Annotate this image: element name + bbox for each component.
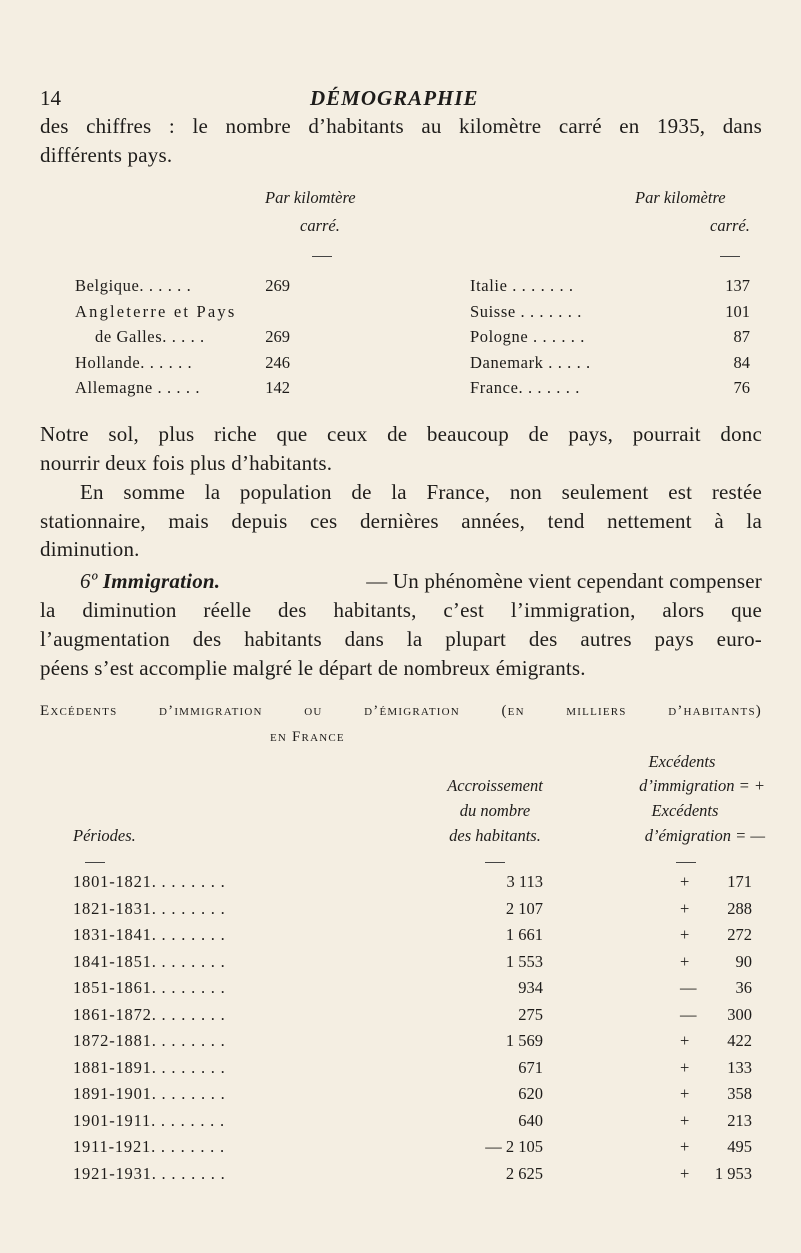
col-growth-header: des habitants. — [449, 826, 541, 845]
period: 1831-1841. . . . . . . . — [73, 925, 226, 944]
period: 1841-1851. . . . . . . . — [73, 951, 226, 971]
excess-value: 358 — [727, 1084, 752, 1103]
density-value: 142 — [265, 378, 290, 397]
excess-value: 90 — [735, 951, 752, 971]
col-growth-header: du nombre — [459, 801, 531, 820]
country-name: Hollande. . . . . . — [75, 352, 193, 372]
excess-sign: + — [680, 1163, 690, 1183]
paragraph-line: En somme la population de la France, non seulement est restée — [80, 480, 762, 504]
excess-value: 36 — [735, 978, 752, 997]
table-title: Excédents d’immigration ou d’émigration (en milliers d’habitants) — [40, 703, 762, 719]
density-left-header: Par kilomtère — [265, 188, 356, 207]
density-value: 246 — [265, 352, 290, 372]
section-heading — [80, 569, 220, 594]
excess-sign: + — [680, 1031, 690, 1050]
period: 1911-1921. . . . . . . . — [73, 1137, 225, 1156]
country-name: de Galles. . . . . — [95, 327, 205, 346]
growth-value: 671 — [518, 1057, 543, 1077]
section-text: — Un phénomène vient cependant compenser — [366, 569, 762, 593]
excess-value: 1 953 — [714, 1163, 752, 1183]
col-growth-header: Accroissement — [447, 776, 543, 795]
country-name: Suisse . . . . . . . — [470, 301, 582, 321]
growth-value: — 2 105 — [485, 1137, 543, 1156]
growth-value: 620 — [518, 1084, 543, 1103]
country-name: Pologne . . . . . . — [470, 327, 585, 346]
growth-value: 275 — [518, 1004, 543, 1024]
country-name: Angleterre et Pays — [75, 301, 237, 321]
country-name: Danemark . . . . . — [470, 352, 591, 372]
growth-value: 1 553 — [505, 951, 543, 971]
density-value: 84 — [733, 352, 750, 372]
excess-value: 272 — [727, 925, 752, 944]
excess-value: 422 — [727, 1031, 752, 1050]
col-excess-header: d’immigration = + — [639, 776, 765, 795]
col-excess-header: Excédents — [651, 801, 719, 820]
density-right-header: Par kilomètre — [635, 188, 726, 207]
excess-sign: + — [680, 898, 690, 918]
intro-line: des chiffres : le nombre d’habitants au kilomètre carré en 1935, dans — [40, 114, 762, 138]
growth-value: 2 625 — [505, 1163, 543, 1183]
period: 1861-1872. . . . . . . . — [73, 1004, 226, 1024]
growth-value: 640 — [518, 1110, 543, 1130]
excess-value: 300 — [727, 1004, 752, 1024]
section-line: l’augmentation des habitants dans la plupart des autres pays euro- — [40, 627, 762, 651]
excess-value: 288 — [727, 898, 752, 918]
col-excess-header: Excédents — [648, 752, 716, 771]
excess-sign: + — [680, 1137, 690, 1156]
excess-sign: + — [680, 872, 690, 891]
density-left-header: carré. — [300, 216, 340, 235]
density-value: 101 — [725, 301, 750, 321]
density-value: 87 — [733, 327, 750, 346]
divider — [676, 862, 696, 863]
excess-sign: + — [680, 1110, 690, 1130]
period: 1881-1891. . . . . . . . — [73, 1057, 226, 1077]
paragraph-line: nourrir deux fois plus d’habitants. — [40, 451, 333, 475]
paragraph-line: Notre sol, plus riche que ceux de beaucoup de pays, pourrait donc — [40, 422, 762, 446]
density-right-header: carré. — [710, 216, 750, 235]
divider — [85, 862, 105, 863]
excess-sign: + — [680, 1084, 690, 1103]
excess-sign: + — [680, 951, 690, 971]
excess-value: 213 — [727, 1110, 752, 1130]
paragraph-line: stationnaire, mais depuis ces dernières années, tend nettement à la — [40, 509, 762, 533]
divider — [312, 256, 332, 257]
period: 1851-1861. . . . . . . . — [73, 978, 226, 997]
section-line: la diminution réelle des habitants, c’est l’immigration, alors que — [40, 598, 762, 622]
growth-value: 1 569 — [505, 1031, 543, 1050]
excess-sign: + — [680, 925, 690, 944]
growth-value: 1 661 — [505, 925, 543, 944]
density-value: 76 — [733, 378, 750, 397]
excess-sign: — — [680, 978, 697, 997]
section-title: Immigration. — [102, 569, 221, 593]
excess-sign: — — [680, 1004, 697, 1024]
intro-line: différents pays. — [40, 143, 173, 167]
paragraph-line: diminution. — [40, 537, 140, 561]
running-title: DÉMOGRAPHIE — [310, 86, 479, 110]
excess-sign: + — [680, 1057, 690, 1077]
table-subtitle: en France — [270, 729, 345, 745]
period: 1891-1901. . . . . . . . — [73, 1084, 226, 1103]
period: 1921-1931. . . . . . . . — [73, 1163, 226, 1183]
period: 1901-1911. . . . . . . . — [73, 1110, 225, 1130]
country-name: Italie . . . . . . . — [470, 276, 574, 295]
country-name: France. . . . . . . — [470, 378, 580, 397]
period: 1801-1821. . . . . . . . — [73, 872, 226, 891]
section-number: 6º — [80, 569, 98, 593]
col-excess-header: d’émigration = — — [644, 826, 765, 845]
period: 1821-1831. . . . . . . . — [73, 898, 226, 918]
col-periods-header: Périodes. — [73, 826, 136, 845]
excess-value: 495 — [727, 1137, 752, 1156]
divider — [485, 862, 505, 863]
page-number: 14 — [40, 86, 61, 110]
growth-value: 934 — [518, 978, 543, 997]
divider — [720, 256, 740, 257]
density-value: 269 — [265, 327, 290, 346]
density-value: 137 — [725, 276, 750, 295]
growth-value: 3 113 — [506, 872, 543, 891]
excess-value: 171 — [727, 872, 752, 891]
period: 1872-1881. . . . . . . . — [73, 1031, 226, 1050]
section-line: péens s’est accomplie malgré le départ de nombreux émigrants. — [40, 656, 586, 680]
density-value: 269 — [265, 276, 290, 295]
growth-value: 2 107 — [505, 898, 543, 918]
country-name: Allemagne . . . . . — [75, 378, 201, 397]
excess-value: 133 — [727, 1057, 752, 1077]
section-heading-line — [80, 569, 762, 594]
country-name: Belgique. . . . . . — [75, 276, 192, 295]
